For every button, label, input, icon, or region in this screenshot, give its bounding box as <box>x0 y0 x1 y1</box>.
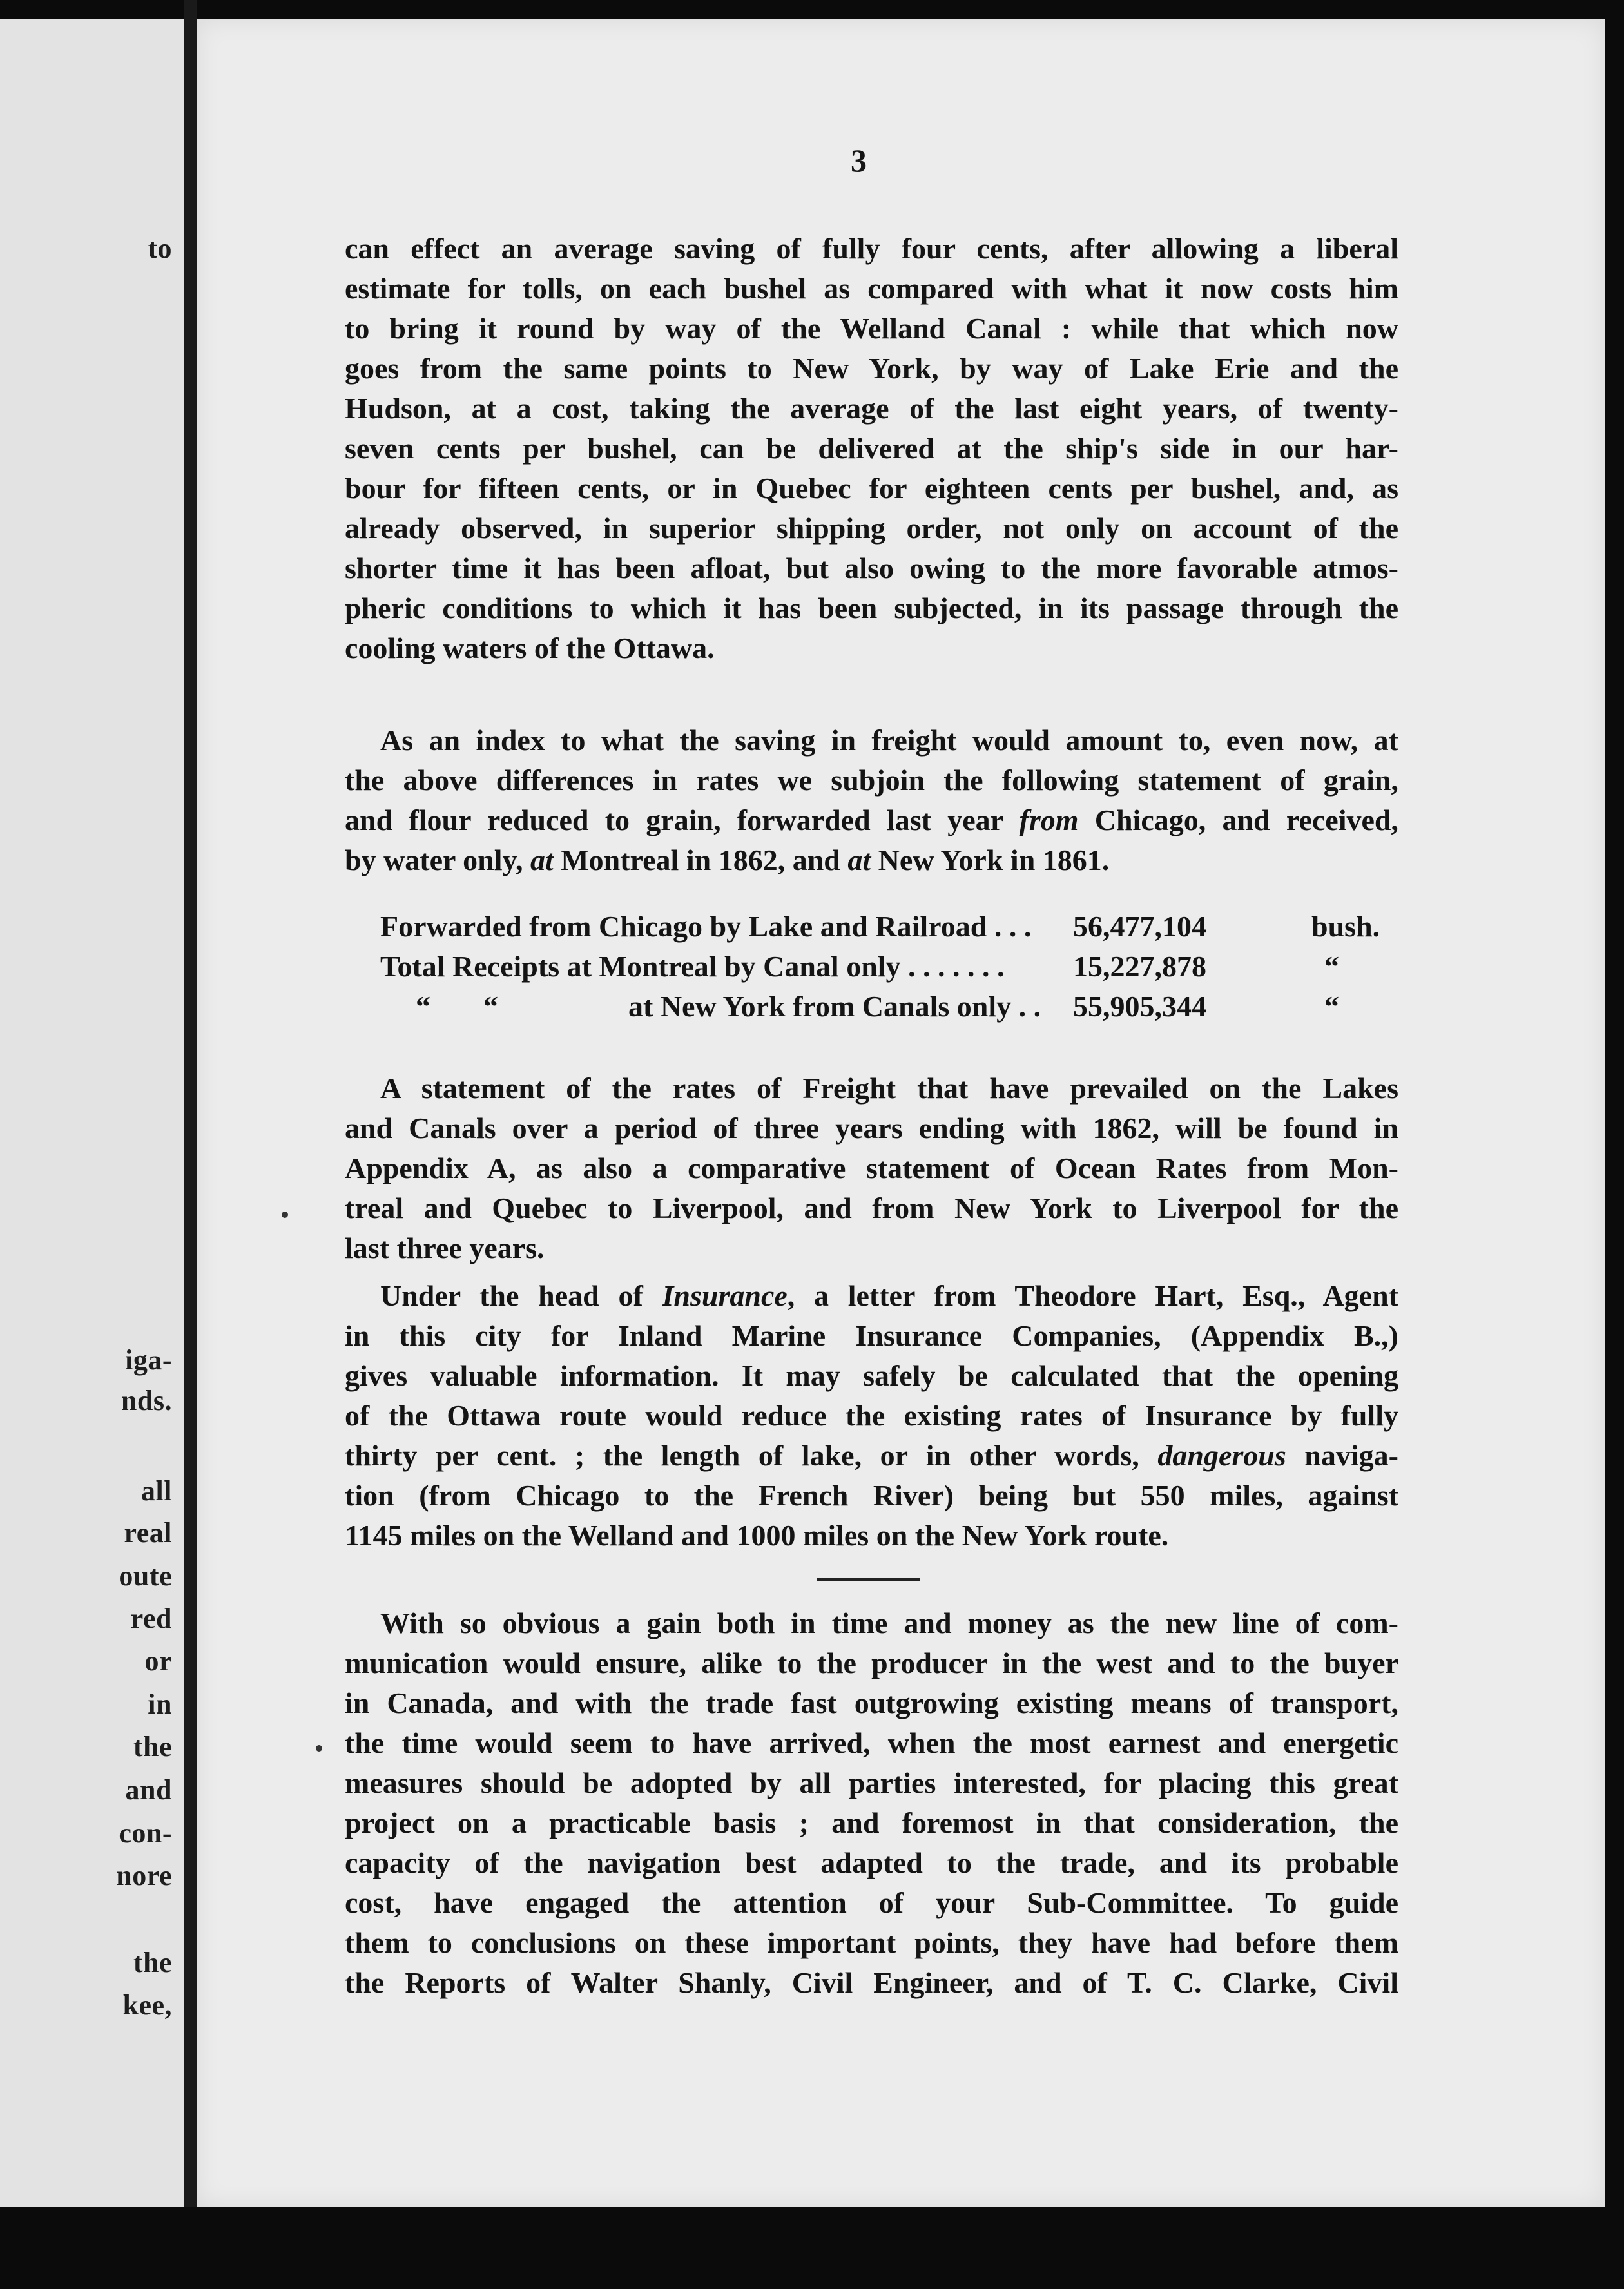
left-fragment: to <box>148 233 172 264</box>
text-line: goes from the same points to New York, by way of Lake Erie and the <box>345 352 1398 385</box>
text-line: bour for fifteen cents, or in Quebec for eighteen cents per bushel, and, as <box>345 472 1398 505</box>
row-label: at New York from Canals only . . <box>628 990 1041 1023</box>
grain-statistics-table <box>380 907 1379 1027</box>
text-line: With so obvious a gain both in time and money as the new line of com- <box>380 1607 1398 1639</box>
text-line: project on a practicable basis ; and foremost in that consideration, the <box>345 1806 1398 1839</box>
left-fragment: and <box>125 1774 172 1806</box>
left-fragment: red <box>130 1603 172 1634</box>
text-line: pheric conditions to which it has been subjected, in its passage through the <box>345 592 1398 624</box>
ditto-mark: “ <box>1324 950 1339 983</box>
left-fragment: iga- <box>125 1344 172 1376</box>
text-line: the Reports of Walter Shanly, Civil Engineer, and of T. C. Clarke, Civil <box>345 1966 1398 1999</box>
text-line: of the Ottawa route would reduce the existing rates of Insurance by fully <box>345 1399 1398 1432</box>
text-line: in Canada, and with the trade fast outgrowing existing means of transport, <box>345 1686 1398 1719</box>
paragraph-2 <box>345 720 1398 880</box>
ditto-mark: “ <box>483 990 498 1023</box>
text-line: last three years. <box>345 1231 545 1264</box>
paragraph-3 <box>345 1068 1398 1268</box>
text-line: thirty per cent. ; the length of lake, or in other words, dangerous naviga- <box>345 1439 1398 1472</box>
left-fragment: the <box>133 1731 172 1763</box>
text-line: already observed, in superior shipping order, not only on account of the <box>345 512 1398 545</box>
text-line: As an index to what the saving in freight would amount to, even now, at <box>380 724 1398 757</box>
text-line: measures should be adopted by all parties interested, for placing this great <box>345 1766 1398 1799</box>
text-line: the time would seem to have arrived, when the most earnest and energetic <box>345 1726 1398 1759</box>
text-line: munication would ensure, alike to the producer in the west and to the buyer <box>345 1647 1398 1679</box>
text-line: by water only, at Montreal in 1862, and at New York in 1861. <box>345 844 1110 876</box>
section-divider <box>817 1578 920 1581</box>
row-value: 15,227,878 <box>1073 950 1206 983</box>
left-fragment: in <box>148 1688 172 1720</box>
paragraph-4 <box>345 1276 1398 1556</box>
text-line: tion (from Chicago to the French River) being but 550 miles, against <box>345 1479 1398 1512</box>
row-label: Total Receipts at Montreal by Canal only . . . . . . . <box>380 950 1005 983</box>
row-unit: bush. <box>1311 910 1380 943</box>
table-row <box>380 987 1379 1027</box>
page-number: 3 <box>851 142 867 179</box>
paragraph-5 <box>345 1603 1398 2003</box>
ditto-mark: “ <box>1324 990 1339 1023</box>
scan-border <box>0 2207 1624 2289</box>
text-line: seven cents per bushel, can be delivered at the ship's side in our har- <box>345 432 1398 465</box>
text-line: Appendix A, as also a comparative statement of Ocean Rates from Mon- <box>345 1152 1398 1184</box>
left-fragment: kee, <box>122 1989 172 2021</box>
row-value: 56,477,104 <box>1073 910 1206 943</box>
text-line: estimate for tolls, on each bushel as compared with what it now costs him <box>345 272 1398 305</box>
text-line: in this city for Inland Marine Insurance Companies, (Appendix B.,) <box>345 1319 1398 1352</box>
text-line: treal and Quebec to Liverpool, and from New York to Liverpool for the <box>345 1192 1398 1224</box>
ditto-mark: “ <box>416 990 430 1023</box>
text-line: capacity of the navigation best adapted to the trade, and its probable <box>345 1846 1398 1879</box>
table-row <box>380 947 1379 987</box>
left-fragment: real <box>124 1517 172 1549</box>
scan-speck <box>282 1212 288 1218</box>
text-line: cooling waters of the Ottawa. <box>345 632 715 664</box>
text-line: to bring it round by way of the Welland Canal : while that which now <box>345 312 1398 345</box>
text-line: and Canals over a period of three years ending with 1862, will be found in <box>345 1112 1398 1144</box>
left-fragment: con- <box>119 1817 172 1849</box>
text-line: gives valuable information. It may safely be calculated that the opening <box>345 1359 1398 1392</box>
text-line: and flour reduced to grain, forwarded last year from Chicago, and received, <box>345 804 1398 836</box>
left-fragment: or <box>144 1645 172 1677</box>
scan-speck <box>316 1745 322 1752</box>
left-fragment: nore <box>116 1860 172 1891</box>
paragraph-1 <box>345 229 1398 668</box>
left-fragment: nds. <box>121 1385 172 1416</box>
text-line: the above differences in rates we subjoin the following statement of grain, <box>345 764 1398 797</box>
left-fragment: all <box>141 1475 172 1507</box>
row-value: 55,905,344 <box>1073 990 1206 1023</box>
left-fragment: oute <box>119 1560 172 1592</box>
text-line: cost, have engaged the attention of your Sub-Committee. To guide <box>345 1886 1398 1919</box>
book-gutter <box>184 0 197 2289</box>
text-line: A statement of the rates of Freight that have prevailed on the Lakes <box>380 1072 1398 1105</box>
left-fragment: the <box>133 1947 172 1978</box>
table-row <box>380 907 1379 947</box>
text-line: shorter time it has been afloat, but also owing to the more favorable atmos- <box>345 552 1398 584</box>
left-facing-page <box>0 19 184 2207</box>
text-line: them to conclusions on these important points, they have had before them <box>345 1926 1398 1959</box>
text-line: 1145 miles on the Welland and 1000 miles on the New York route. <box>345 1519 1169 1552</box>
text-line: Hudson, at a cost, taking the average of the last eight years, of twenty- <box>345 392 1398 425</box>
row-label: Forwarded from Chicago by Lake and Railroad . . . <box>380 910 1032 943</box>
text-line: can effect an average saving of fully four cents, after allowing a liberal <box>345 232 1398 265</box>
text-line: Under the head of Insurance, a letter from Theodore Hart, Esq., Agent <box>380 1279 1398 1312</box>
